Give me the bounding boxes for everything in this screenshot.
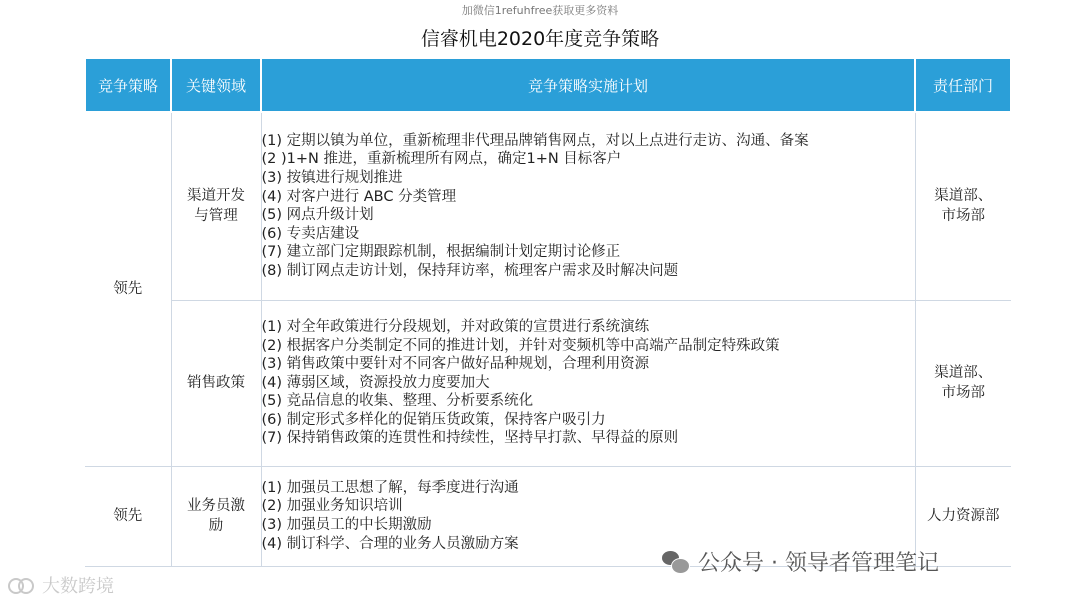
plan-item: (7) 保持销售政策的连贯性和持续性，坚持早打款、早得益的原则 [261, 430, 679, 447]
plan-item: (5) 竞品信息的收集、整理、分析要系统化 [261, 393, 534, 410]
strategy-cell: 领先 [85, 112, 171, 466]
table-row [85, 112, 1011, 300]
wechat-icon [662, 551, 688, 573]
page-title: 信睿机电2020年度竞争策略 [420, 28, 660, 50]
area-cell [171, 466, 261, 566]
header-plan: 竞争策略实施计划 [261, 58, 915, 112]
plan-item: (1) 加强员工思想了解，每季度进行沟通 [261, 479, 519, 496]
plan-item: (4) 制订科学、合理的业务人员激励方案 [261, 535, 519, 552]
area-label: 渠道开发与管理 [187, 188, 245, 225]
plan-item: (3) 加强员工的中长期激励 [261, 517, 432, 533]
plan-item: (8) 制订网点走访计划，保持拜访率，梳理客户需求及时解决问题 [261, 263, 679, 280]
plan-cell [261, 112, 915, 300]
brand-logo [8, 572, 114, 598]
plan-item: (2) 根据客户分类制定不同的推进计划，并针对变频机等中高端产品制定特殊政策 [261, 337, 780, 354]
plan-item: (2) 加强业务知识培训 [261, 498, 403, 515]
dept-cell [915, 112, 1011, 300]
dept-label: 渠道部、市场部 [934, 365, 993, 401]
strategy-table [84, 57, 1012, 567]
header-strategy: 竞争策略 [85, 58, 171, 112]
plan-item: (4) 对客户进行 ABC 分类管理 [261, 188, 457, 205]
header-key-area: 关键领域 [171, 58, 261, 112]
dept-label: 渠道部、市场部 [934, 188, 993, 225]
wechat-watermark [662, 546, 939, 577]
plan-item: (2 )1+N 推进，重新梳理所有网点，确定1+N 目标客户 [261, 151, 622, 168]
plan-item: (6) 专卖店建设 [261, 225, 360, 242]
area-cell [171, 112, 261, 300]
logo-icon [8, 576, 34, 594]
area-label: 业务员激励 [187, 498, 245, 534]
plan-item: (7) 建立部门定期跟踪机制，根据编制计划定期讨论修正 [261, 244, 621, 261]
strategy-cell: 领先 [85, 466, 171, 566]
plan-item: (5) 网点升级计划 [261, 207, 374, 224]
watermark-text: 公众号 · 领导者管理笔记 [698, 551, 939, 576]
dept-cell: 人力资源部 [915, 466, 1011, 566]
plan-item: (4) 薄弱区域，资源投放力度要加大 [261, 374, 490, 391]
header-dept: 责任部门 [915, 58, 1011, 112]
area-cell: 销售政策 [171, 300, 261, 466]
plan-item: (3) 按镇进行规划推进 [261, 170, 403, 187]
plan-item: (6) 制定形式多样化的促销压货政策，保持客户吸引力 [261, 411, 606, 428]
plan-item: (1) 对全年政策进行分段规划，并对政策的宣贯进行系统演练 [261, 318, 650, 335]
plan-item: (1) 定期以镇为单位，重新梳理非代理品牌销售网点，对以上点进行走访、沟通、备案 [261, 132, 809, 149]
dept-cell [915, 300, 1011, 466]
logo-text: 大数跨境 [42, 576, 114, 597]
table-row [85, 300, 1011, 466]
table-header-row [85, 58, 1011, 112]
plan-item: (3) 销售政策中要针对不同客户做好品种规划，合理利用资源 [261, 356, 650, 373]
top-note: 加微信1refuhfree获取更多资料 [461, 4, 619, 17]
plan-cell [261, 300, 915, 466]
